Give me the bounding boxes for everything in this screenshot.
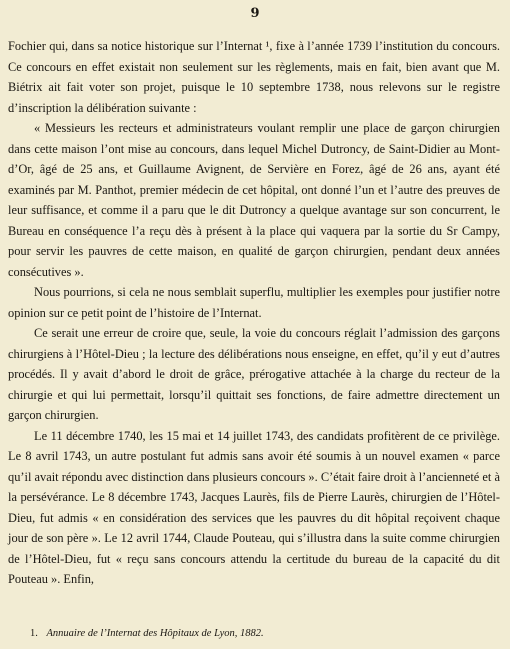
paragraph-1: Fochier qui, dans sa notice historique sur l’Internat ¹, fixe à l’année 1739 l’institution du concours. Ce concours en effet existait non seulement sur les règlements, mais en fait, bien avant que M. Biétrix ait fait voter son projet, puisque le 10 septembre 1738, nous relevons sur le registre d’inscription la délibération suivante : [8, 39, 500, 115]
footnote-text: Annuaire de l’Internat des Hôpitaux de Lyon, 1882. [46, 628, 264, 639]
paragraph-4: Ce serait une erreur de croire que, seule, la voie du concours réglait l’admission des garçons chirurgiens à l’Hôtel-Dieu ; la lecture des délibérations nous enseigne, en effet, qu’il y eut d’autres procédés. Il y avait d’abord le droit de grâce, prérogative attachée à la charge du recteur de la chirurgie et qui lui permettait, lorsqu’il quittait ses fonctions, de faire admettre directement un garçon chirurgien. [8, 326, 500, 422]
page-number: 9 [250, 6, 260, 21]
paragraph-5: Le 11 décembre 1740, les 15 mai et 14 juillet 1743, des candidats profitèrent de ce privilège. Le 8 avril 1743, un autre postulant fut admis sans avoir été soumis à un nouvel examen « parce qu’il avait répondu avec distinction dans plusieurs concours ». C’était faire droit à l’ancienneté et à la persévérance. Le 8 décembre 1743, Jacques Laurès, fils de Pierre Laurès, chirurgien de l’Hôtel-Dieu, fut admis « en considération des services que les pauvres du dit hôpital reçoivent chaque jour de son père ». Le 12 avril 1744, Claude Pouteau, qui s’illustra dans la suite comme chirurgien de l’Hôtel-Dieu, fut « reçu sans concours attendu la certitude du bureau de la capacité du dit Pouteau ». Enfin, [8, 428, 500, 586]
body-text [8, 36, 500, 590]
footnote [30, 628, 500, 639]
paragraph-2: « Messieurs les recteurs et administrateurs voulant remplir une place de garçon chirurgien dans cette maison l’ont mise au concours, dans lequel Michel Dutroncy, de Saint-Didier au Mont-d’Or, âgé de 25 ans, et Guillaume Avignent, de Servière en Forez, âgé de 26 ans, ayant été examinés par M. Panthot, premier médecin de cet hôpital, ont donné l’un et l’autre des preuves de leur suffisance, et comme il a paru que le dit Dutroncy a quelque avantage sur son concurrent, le Bureau en conséquence l’a reçu dès à présent à la place qui vaquera par la sortie du Sr Campy, pour servir les pauvres de cette maison, en qualité de garçon chirurgien, pendant deux années consécutives ». [8, 121, 500, 279]
footnote-number: 1. [30, 628, 38, 639]
paragraph-3: Nous pourrions, si cela ne nous semblait superflu, multiplier les exemples pour justifier notre opinion sur ce petit point de l’histoire de l’Internat. [8, 285, 500, 320]
